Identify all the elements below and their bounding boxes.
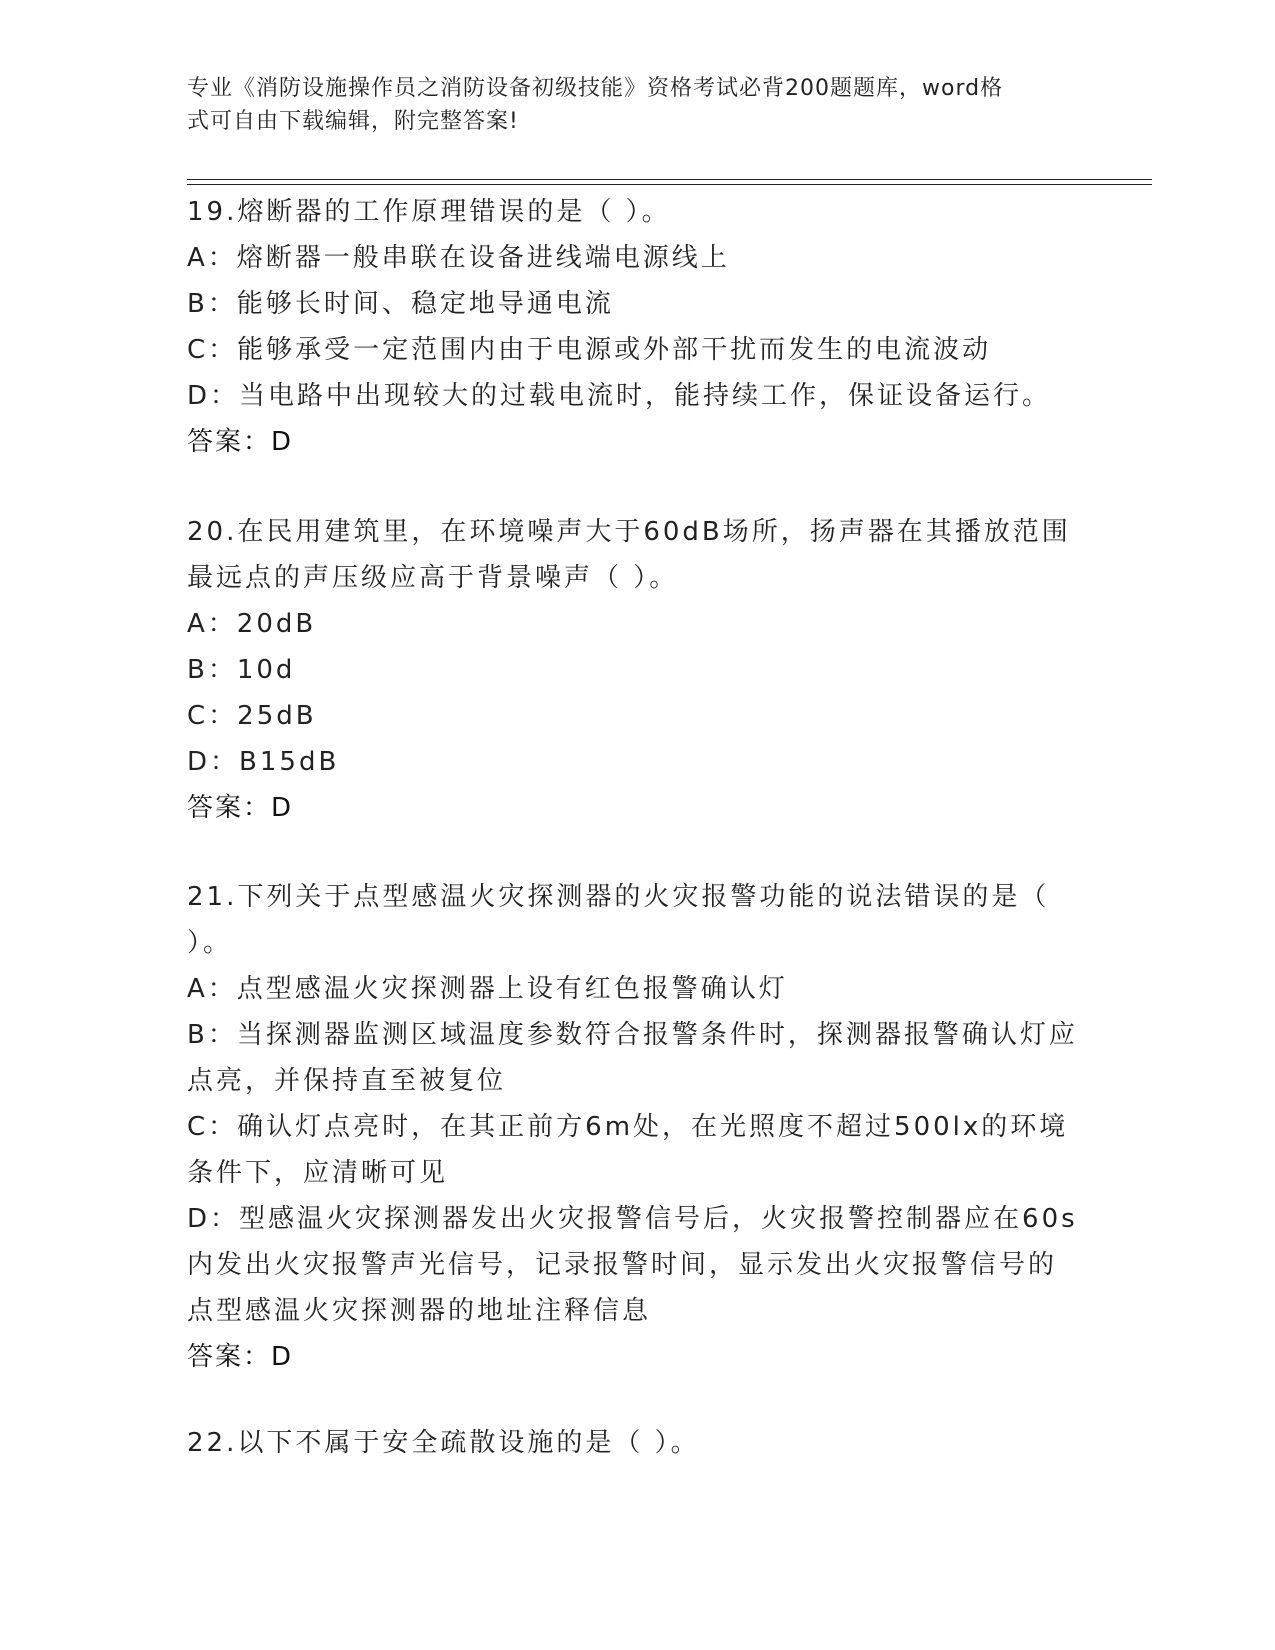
answer-line: 答案：D xyxy=(187,793,294,823)
option-c: C：能够承受一定范围内由于电源或外部干扰而发生的电流波动 xyxy=(187,335,992,365)
option-c: C：25dB xyxy=(187,701,317,731)
option-a: A：熔断器一般串联在设备进线端电源线上 xyxy=(187,243,730,273)
option-b: B：10d xyxy=(187,655,296,685)
header-divider-bottom xyxy=(187,184,1152,185)
header-divider-top xyxy=(187,179,1152,180)
question-20 xyxy=(187,509,1087,831)
option-c: C：确认灯点亮时，在其正前方6m处，在光照度不超过500lx的环境 xyxy=(187,1112,1069,1142)
question-19 xyxy=(187,189,1087,465)
option-b: B：能够长时间、稳定地导通电流 xyxy=(187,289,614,319)
question-stem-continued: 最远点的声压级应高于背景噪声（ ）。 xyxy=(187,563,679,593)
question-stem: 19.熔断器的工作原理错误的是（ ）。 xyxy=(187,197,671,227)
question-stem-continued: ）。 xyxy=(187,928,233,958)
option-d: D：当电路中出现较大的过载电流时，能持续工作，保证设备运行。 xyxy=(187,381,1052,411)
option-b-continued: 点亮，并保持直至被复位 xyxy=(187,1066,507,1096)
question-22 xyxy=(187,1420,1087,1466)
question-stem: 20.在民用建筑里，在环境噪声大于60dB场所，扬声器在其播放范围 xyxy=(187,517,1071,547)
option-a: A：20dB xyxy=(187,609,317,639)
answer-line: 答案：D xyxy=(187,1342,294,1372)
option-d: D：B15dB xyxy=(187,747,340,777)
option-c-continued: 条件下，应清晰可见 xyxy=(187,1158,449,1188)
option-d-continued: 内发出火灾报警声光信号，记录报警时间，显示发出火灾报警信号的 xyxy=(187,1250,1058,1280)
option-d-continued: 点型感温火灾探测器的地址注释信息 xyxy=(187,1296,652,1326)
question-stem: 22.以下不属于安全疏散设施的是（ ）。 xyxy=(187,1428,700,1458)
document-header xyxy=(187,72,1077,138)
option-d: D：型感温火灾探测器发出火灾报警信号后，火灾报警控制器应在60s xyxy=(187,1204,1078,1234)
option-a: A：点型感温火灾探测器上设有红色报警确认灯 xyxy=(187,974,788,1004)
header-line-1: 专业《消防设施操作员之消防设备初级技能》资格考试必背200题题库，word格 xyxy=(187,76,1004,101)
option-b: B：当探测器监测区域温度参数符合报警条件时，探测器报警确认灯应 xyxy=(187,1020,1078,1050)
answer-line: 答案：D xyxy=(187,427,294,457)
header-line-2: 式可自由下载编辑，附完整答案! xyxy=(187,109,519,134)
question-21 xyxy=(187,874,1087,1380)
question-stem: 21.下列关于点型感温火灾探测器的火灾报警功能的说法错误的是（ xyxy=(187,882,1050,912)
